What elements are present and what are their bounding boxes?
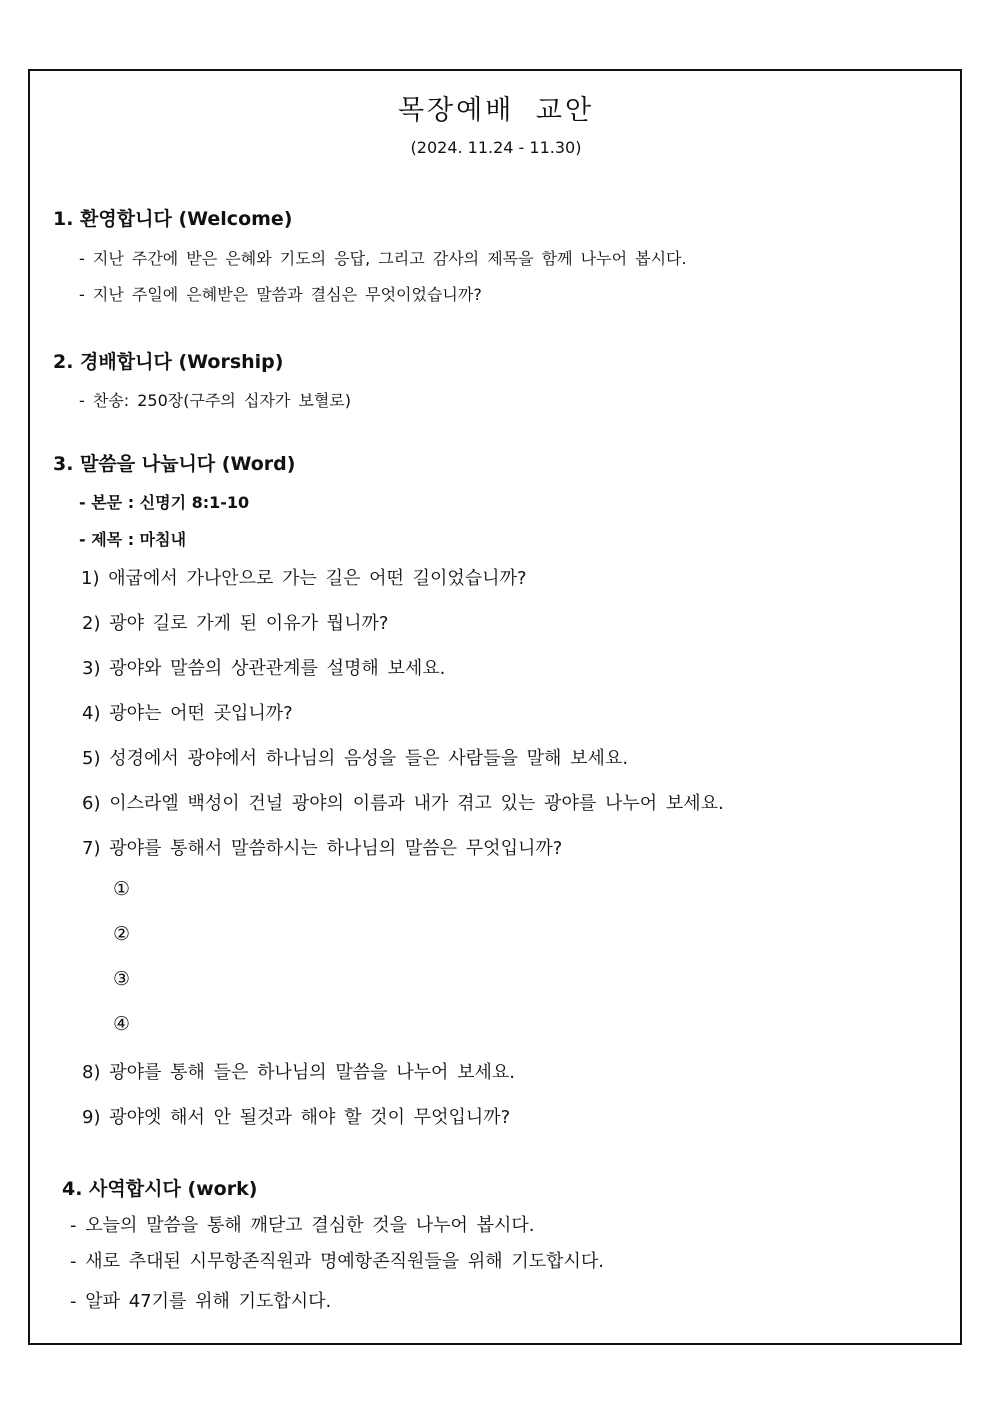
- document-date: (2024. 11.24 - 11.30): [410, 138, 582, 157]
- section-4-item: - 오늘의 말씀을 통해 깨닫고 결심한 것을 나누어 봅시다.: [70, 1215, 535, 1236]
- question-item: 6) 이스라엘 백성이 건널 광야의 이름과 내가 겪고 있는 광야를 나누어 보세요.: [82, 793, 724, 814]
- question-item: 3) 광야와 말씀의 상관관계를 설명해 보세요.: [82, 658, 446, 679]
- section-4-item: - 새로 추대된 시무항존직원과 명예항존직원들을 위해 기도합시다.: [70, 1251, 605, 1272]
- section-1-heading: 1. 환영합니다 (Welcome): [53, 208, 293, 230]
- answer-blank-marker: ①: [113, 878, 131, 900]
- answer-blank-marker: ②: [113, 923, 131, 945]
- section-4-heading: 4. 사역합시다 (work): [62, 1178, 258, 1200]
- question-item: 1) 애굽에서 가나안으로 가는 길은 어떤 길이었습니까?: [81, 568, 527, 589]
- section-1-item: - 지난 주일에 은혜받은 말씀과 결심은 무엇이었습니까?: [79, 285, 482, 304]
- section-1-item: - 지난 주간에 받은 은혜와 기도의 응답, 그리고 감사의 제목을 함께 나누어 봅시다.: [79, 249, 687, 268]
- question-item: 9) 광야엣 해서 안 될것과 해야 할 것이 무엇입니까?: [82, 1107, 511, 1128]
- scripture-reference: - 본문 : 신명기 8:1-10: [79, 493, 250, 512]
- question-item: 7) 광야를 통해서 말씀하시는 하나님의 말씀은 무엇입니까?: [82, 838, 563, 859]
- question-item: 8) 광야를 통해 들은 하나님의 말씀을 나누어 보세요.: [82, 1062, 516, 1083]
- answer-blank-marker: ③: [113, 968, 131, 990]
- section-2-item: - 찬송: 250장(구주의 십자가 보혈로): [79, 391, 352, 410]
- answer-blank-marker: ④: [113, 1013, 131, 1035]
- section-3-heading: 3. 말씀을 나눕니다 (Word): [53, 453, 296, 475]
- question-item: 2) 광야 길로 가게 된 이유가 뭡니까?: [82, 613, 389, 634]
- sermon-title: - 제목 : 마침내: [79, 530, 187, 549]
- section-2-heading: 2. 경배합니다 (Worship): [53, 351, 284, 373]
- section-4-item: - 알파 47기를 위해 기도합시다.: [70, 1291, 332, 1312]
- question-item: 5) 성경에서 광야에서 하나님의 음성을 들은 사람들을 말해 보세요.: [82, 748, 629, 769]
- question-item: 4) 광야는 어떤 곳입니까?: [82, 703, 293, 724]
- document-title: 목장예배 교안: [397, 95, 595, 126]
